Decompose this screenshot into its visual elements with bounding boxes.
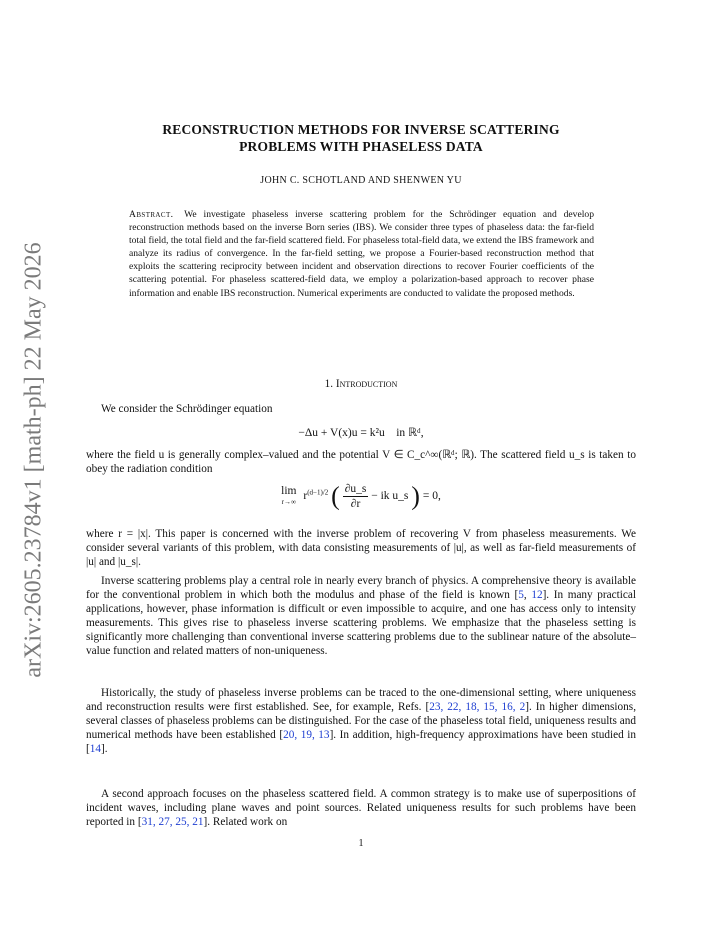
title-line-1: RECONSTRUCTION METHODS FOR INVERSE SCATTERING bbox=[162, 122, 560, 137]
citation-links[interactable]: 31, 27, 25, 21 bbox=[141, 816, 204, 829]
citation-links[interactable]: 23, 22, 18, 15, 16, 2 bbox=[429, 701, 526, 714]
citation-link[interactable]: 12 bbox=[531, 589, 543, 602]
paper-title bbox=[86, 121, 636, 155]
abstract-label: Abstract. bbox=[129, 209, 174, 220]
paragraph-6: A second approach focuses on the phaseless scattered field. A common strategy is to make use of superpositions of incident waves, including plane waves and point sources. Related uniqueness results for such problems have been reported in [31, 27, 25, 21]. Related work on bbox=[86, 788, 636, 829]
derivative-fraction bbox=[343, 482, 369, 511]
citation-links[interactable]: 20, 19, 13 bbox=[283, 729, 330, 742]
equation-radiation-condition: lim r→∞ $r^{(d-1)/2}$ ( $\frac{\partial u\_s}{\partial r}$ − ik u_s ) = 0, bbox=[281, 481, 441, 511]
arxiv-sidebar-stamp bbox=[9, 240, 59, 680]
paragraph-1: We consider the Schrödinger equation bbox=[101, 403, 273, 415]
limit-operator: lim bbox=[281, 484, 297, 497]
page-number: 1 bbox=[358, 838, 364, 849]
section-heading-introduction bbox=[86, 378, 636, 390]
citation-link[interactable]: 14 bbox=[89, 743, 101, 756]
radius-variable: r bbox=[303, 490, 308, 503]
citation-link[interactable]: 5 bbox=[518, 589, 524, 602]
abstract bbox=[129, 208, 594, 300]
equation-schrodinger bbox=[86, 425, 636, 439]
arxiv-id: arXiv:2605.23784v1 [math-ph] 22 May 2026 bbox=[20, 242, 47, 678]
abstract-text: We investigate phaseless inverse scattering problem for the Schrödinger equation and develop reconstruction methods based on the inverse Born series (IBS). We consider three types of phaseless data: the far-field total field, the total field and the far-field scattered field. For phaseless total-field data, we extend the IBS framework and analyze its radius of convergence. In the far-field setting, we propose a Fourier-based reconstruction method that exploits the scattering reciprocity between incident and observation directions to recover Fourier coefficients of the scattering potential. For phaseless scattered-field data, we employ a polarization-based approach to recover phase information and enable IBS reconstruction. Numerical experiments are conducted to validate the proposed methods. bbox=[129, 209, 594, 299]
equation-rhs: = 0, bbox=[422, 490, 441, 503]
title-line-2: PROBLEMS WITH PHASELESS DATA bbox=[239, 139, 483, 154]
authors: JOHN C. SCHOTLAND AND SHENWEN YU bbox=[260, 175, 462, 186]
radius-exponent: (d−1)/2 bbox=[307, 488, 329, 497]
equation-domain: in ℝᵈ, bbox=[396, 427, 424, 439]
paragraph-2: where the field u is generally complex–valued and the potential V ∈ C_c^∞(ℝᵈ; ℝ). The scattered field u_s is taken to obey the radiation condition bbox=[86, 449, 636, 476]
equation-lhs: −Δu + V(x)u = k²u bbox=[298, 427, 385, 439]
fraction-numerator: ∂u_s bbox=[344, 483, 367, 495]
paragraph-3: where r = |x|. This paper is concerned with the inverse problem of recovering V from phaseless measurements. We consider several variants of this problem, with data consisting measurements of |u|, as well as far-field measurements of |u| and |u_s|. bbox=[86, 528, 636, 569]
paragraph-4: Inverse scattering problems play a central role in nearly every branch of physics. A comprehensive theory is available for the conventional problem in which both the modulus and phase of the field is known [5, 12]. In many practical applications, however, phase information is difficult or even impossible to acquire, and one has access only to intensity measurements. This gives rise to phaseless inverse scattering problems. We emphasize that the phaseless setting is significantly more challenging than conventional inverse scattering problems due to the sublinear nature of the absolute–value function and related matters of non-uniqueness. bbox=[86, 575, 637, 658]
fraction-denominator: ∂r bbox=[350, 498, 361, 510]
equation-tail: − ik u_s bbox=[371, 490, 409, 503]
paragraph-5: Historically, the study of phaseless inverse problems can be traced to the one-dimensional setting, where uniqueness and reconstruction results were first established. See, for example, Refs. [23, 22, 18, 15, 16, 2]. In higher dimensions, several classes of phaseless problems can be distinguished. For the case of the phaseless total field, uniqueness results and numerical methods have been established [20, 19, 13]. In addition, high-frequency approximations have been studied in [14]. bbox=[86, 687, 637, 756]
section-title: Introduction bbox=[335, 378, 398, 390]
section-number: 1. bbox=[324, 378, 334, 390]
limit-subscript: r→∞ bbox=[281, 497, 296, 506]
